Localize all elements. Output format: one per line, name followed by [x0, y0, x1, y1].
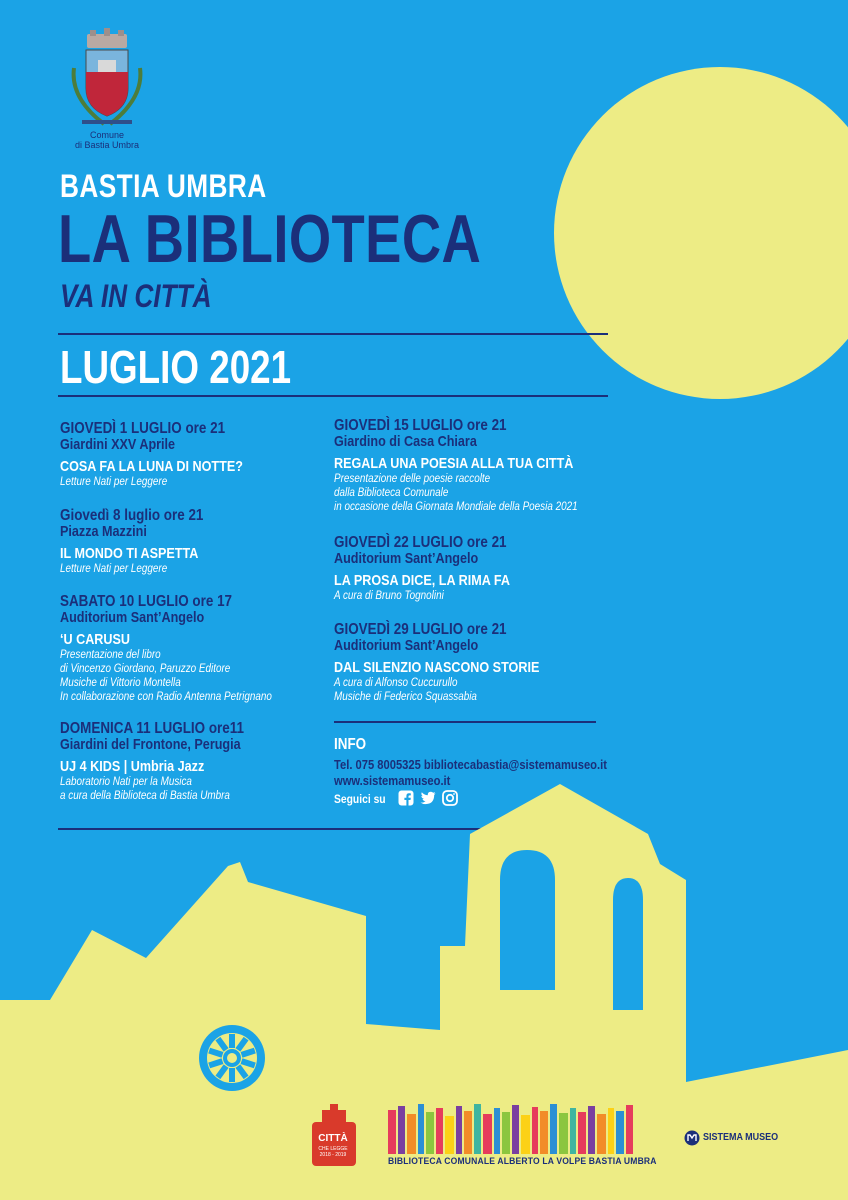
event-desc: Presentazione del libro — [60, 649, 161, 661]
library-name: BIBLIOTECA COMUNALE ALBERTO LA VOLPE BASTIA UMBRA — [388, 1156, 657, 1167]
event-title: DAL SILENZIO NASCONO STORIE — [334, 659, 540, 676]
social-label: Seguici su — [334, 792, 386, 806]
event-date: DOMENICA 11 LUGLIO ore11 — [60, 720, 244, 737]
event-desc: In collaborazione con Radio Antenna Petrignano — [60, 691, 272, 703]
event-title: REGALA UNA POESIA ALLA TUA CITTÀ — [334, 455, 574, 472]
event-title: LA PROSA DICE, LA RIMA FA — [334, 572, 510, 589]
event-date: GIOVEDÌ 15 LUGLIO ore 21 — [334, 417, 507, 434]
event-title: COSA FA LA LUNA DI NOTTE? — [60, 458, 243, 475]
event-desc: di Vincenzo Giordano, Paruzzo Editore — [60, 663, 231, 675]
month-heading: LUGLIO 2021 — [60, 341, 292, 393]
event-date: SABATO 10 LUGLIO ore 17 — [60, 593, 233, 610]
info-heading: INFO — [334, 736, 367, 753]
event-place: Giardini del Frontone, Perugia — [60, 736, 241, 753]
event-desc: Musiche di Federico Squassabia — [334, 691, 477, 703]
event-desc: Letture Nati per Leggere — [60, 563, 168, 575]
citta-logo-years: 2018 - 2019 — [319, 1152, 347, 1158]
sistema-museo-logo-icon — [684, 1130, 700, 1146]
main-title: LA BIBLIOTECA — [58, 201, 482, 277]
event-desc: Presentazione delle poesie raccolte — [334, 473, 491, 485]
event-place: Auditorium Sant’Angelo — [334, 637, 479, 654]
event-title: ‘U CARUSU — [60, 631, 131, 648]
library-books-logo — [388, 1102, 640, 1154]
event-desc: A cura di Bruno Tognolini — [334, 590, 444, 602]
crest-caption-line1: Comune — [89, 130, 125, 140]
info-website-link[interactable]: www.sistemamuseo.it — [334, 773, 451, 788]
event-place: Piazza Mazzini — [60, 523, 147, 540]
event-place: Auditorium Sant’Angelo — [334, 550, 479, 567]
event-desc: a cura della Biblioteca di Bastia Umbra — [60, 790, 230, 802]
event-date: GIOVEDÌ 1 LUGLIO ore 21 — [60, 420, 226, 437]
info-contact[interactable]: Tel. 075 8005325 bibliotecabastia@sistemamuseo.it — [334, 757, 607, 772]
event-desc: A cura di Alfonso Cuccurullo — [334, 677, 458, 689]
event-desc: Letture Nati per Leggere — [60, 476, 168, 488]
event-date: GIOVEDÌ 29 LUGLIO ore 21 — [334, 621, 507, 638]
event-title: IL MONDO TI ASPETTA — [60, 545, 199, 562]
citta-logo-title: CITTÀ — [318, 1133, 348, 1144]
event-desc: in occasione della Giornata Mondiale della Poesia 2021 — [334, 501, 578, 513]
subtitle: VA IN CITTÀ — [60, 278, 212, 314]
citta-logo-subtitle — [312, 1146, 354, 1158]
event-desc: dalla Biblioteca Comunale — [334, 487, 449, 499]
city-heading: BASTIA UMBRA — [60, 168, 267, 204]
crest-caption-line2: di Bastia Umbra — [74, 140, 140, 150]
event-place: Auditorium Sant’Angelo — [60, 609, 205, 626]
event-place: Giardino di Casa Chiara — [334, 433, 477, 450]
sistema-museo-label: SISTEMA MUSEO — [703, 1132, 779, 1143]
event-date: Giovedì 8 luglio ore 21 — [60, 507, 204, 524]
event-date: GIOVEDÌ 22 LUGLIO ore 21 — [334, 534, 507, 551]
event-place: Giardini XXV Aprile — [60, 436, 176, 453]
citta-logo-sub: CHE LEGGE — [318, 1146, 348, 1152]
event-title: UJ 4 KIDS | Umbria Jazz — [60, 758, 205, 775]
event-desc: Laboratorio Nati per la Musica — [60, 776, 192, 788]
event-desc: Musiche di Vittorio Montella — [60, 677, 181, 689]
